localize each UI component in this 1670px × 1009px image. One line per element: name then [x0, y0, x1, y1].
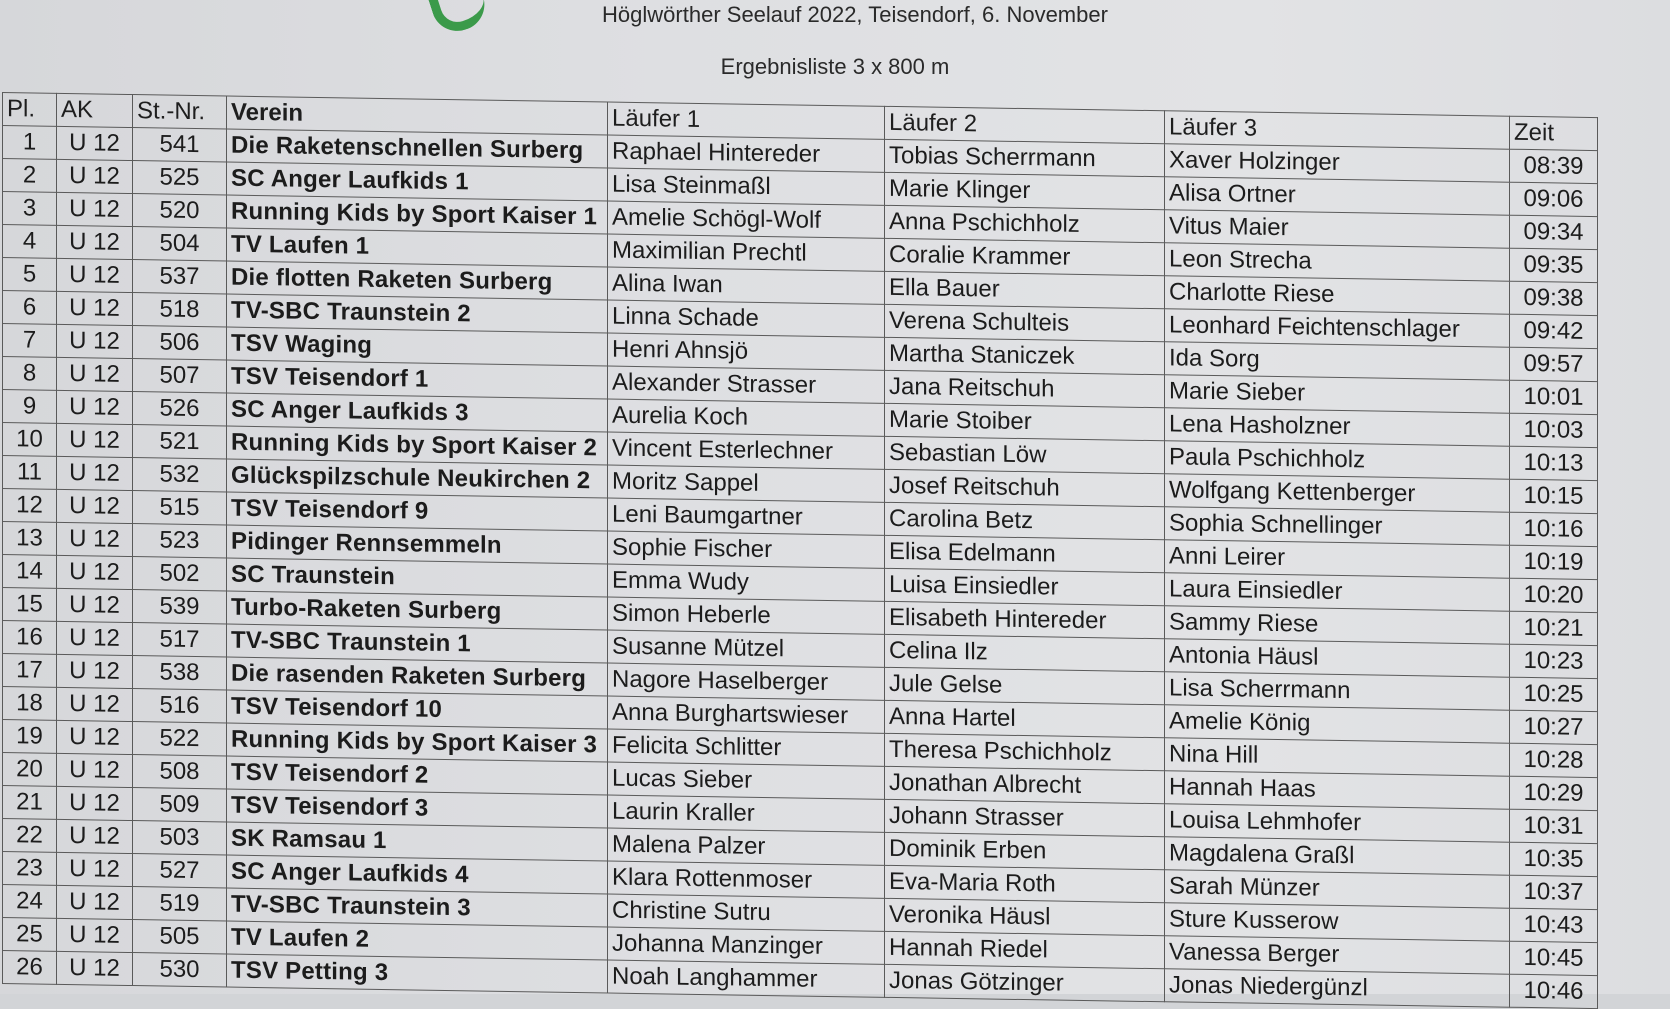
cell-time: 09:57 [1510, 347, 1598, 381]
cell-runner-3: Laura Einsiedler [1165, 573, 1510, 611]
cell-club: Running Kids by Sport Kaiser 2 [227, 426, 608, 465]
cell-age-class: U 12 [57, 423, 133, 457]
cell-start-number: 507 [133, 359, 227, 393]
cell-club: Running Kids by Sport Kaiser 1 [227, 195, 608, 234]
cell-start-number: 516 [133, 689, 227, 723]
cell-place: 11 [3, 456, 57, 490]
cell-runner-3: Sture Kusserow [1165, 903, 1510, 941]
cell-age-class: U 12 [57, 324, 133, 358]
column-header-runner-3: Läufer 3 [1165, 111, 1510, 149]
cell-place: 20 [3, 753, 57, 787]
cell-age-class: U 12 [57, 687, 133, 721]
cell-start-number: 517 [133, 623, 227, 657]
cell-place: 16 [3, 621, 57, 655]
cell-runner-2: Sebastian Löw [885, 436, 1165, 473]
cell-runner-2: Dominik Erben [885, 832, 1165, 869]
cell-runner-1: Susanne Mützel [608, 630, 885, 667]
cell-runner-1: Johanna Manzinger [608, 927, 885, 964]
cell-runner-3: Amelie König [1165, 705, 1510, 743]
cell-runner-2: Jonas Götzinger [885, 964, 1165, 1001]
cell-start-number: 530 [133, 953, 227, 987]
cell-time: 10:15 [1510, 479, 1598, 513]
cell-place: 18 [3, 687, 57, 721]
cell-runner-3: Wolfgang Kettenberger [1165, 474, 1510, 512]
cell-place: 24 [3, 885, 57, 919]
cell-start-number: 515 [133, 491, 227, 525]
cell-start-number: 506 [133, 326, 227, 360]
cell-runner-1: Christine Sutru [608, 894, 885, 931]
cell-runner-1: Moritz Sappel [608, 465, 885, 502]
cell-runner-1: Amelie Schögl-Wolf [608, 201, 885, 238]
results-subtitle: Ergebnisliste 3 x 800 m [720, 54, 950, 79]
cell-time: 09:38 [1510, 281, 1598, 315]
cell-place: 22 [3, 819, 57, 853]
cell-runner-2: Anna Hartel [885, 700, 1165, 737]
cell-runner-3: Xaver Holzinger [1165, 144, 1510, 182]
cell-runner-2: Hannah Riedel [885, 931, 1165, 968]
cell-runner-1: Alexander Strasser [608, 366, 885, 403]
cell-runner-1: Simon Heberle [608, 597, 885, 634]
cell-age-class: U 12 [57, 621, 133, 655]
cell-runner-3: Magdalena Graßl [1165, 837, 1510, 875]
cell-club: Glückspilzschule Neukirchen 2 [227, 459, 608, 498]
cell-runner-2: Anna Pschichholz [885, 205, 1165, 242]
cell-club: Die flotten Raketen Surberg [227, 261, 608, 300]
cell-place: 15 [3, 588, 57, 622]
cell-runner-2: Elisabeth Hintereder [885, 601, 1165, 638]
results-table-wrap [2, 92, 1597, 1009]
cell-start-number: 518 [133, 293, 227, 327]
results-table [2, 92, 1598, 1009]
cell-start-number: 503 [133, 821, 227, 855]
cell-age-class: U 12 [57, 390, 133, 424]
cell-club: TSV Teisendorf 3 [227, 789, 608, 828]
cell-runner-1: Aurelia Koch [608, 399, 885, 436]
cell-runner-1: Anna Burghartswieser [608, 696, 885, 733]
cell-start-number: 522 [133, 722, 227, 756]
cell-runner-3: Sarah Münzer [1165, 870, 1510, 908]
cell-age-class: U 12 [57, 918, 133, 952]
cell-time: 10:28 [1510, 743, 1598, 777]
cell-runner-2: Josef Reitschuh [885, 469, 1165, 506]
cell-runner-1: Felicita Schlitter [608, 729, 885, 766]
cell-time: 10:31 [1510, 809, 1598, 843]
cell-time: 10:03 [1510, 413, 1598, 447]
cell-place: 23 [3, 852, 57, 886]
cell-place: 12 [3, 489, 57, 523]
cell-age-class: U 12 [57, 819, 133, 853]
cell-time: 10:20 [1510, 578, 1598, 612]
cell-runner-2: Celina Ilz [885, 634, 1165, 671]
cell-age-class: U 12 [57, 951, 133, 985]
cell-runner-3: Hannah Haas [1165, 771, 1510, 809]
cell-time: 10:19 [1510, 545, 1598, 579]
cell-runner-2: Martha Staniczek [885, 337, 1165, 374]
cell-club: TSV Teisendorf 10 [227, 690, 608, 729]
cell-runner-3: Sammy Riese [1165, 606, 1510, 644]
cell-age-class: U 12 [57, 456, 133, 490]
cell-place: 17 [3, 654, 57, 688]
cell-time: 08:39 [1510, 149, 1598, 183]
cell-age-class: U 12 [57, 720, 133, 754]
cell-runner-3: Sophia Schnellinger [1165, 507, 1510, 545]
cell-start-number: 521 [133, 425, 227, 459]
cell-runner-3: Charlotte Riese [1165, 276, 1510, 314]
cell-age-class: U 12 [57, 192, 133, 226]
cell-age-class: U 12 [57, 885, 133, 919]
cell-runner-2: Coralie Krammer [885, 238, 1165, 275]
cell-start-number: 504 [133, 227, 227, 261]
cell-runner-2: Marie Stoiber [885, 403, 1165, 440]
cell-time: 09:34 [1510, 215, 1598, 249]
cell-runner-2: Theresa Pschichholz [885, 733, 1165, 770]
cell-club: TSV Waging [227, 327, 608, 366]
cell-runner-1: Nagore Haselberger [608, 663, 885, 700]
cell-start-number: 527 [133, 854, 227, 888]
cell-runner-1: Noah Langhammer [608, 960, 885, 997]
cell-club: TV-SBC Traunstein 2 [227, 294, 608, 333]
column-header-club: Verein [227, 96, 608, 135]
cell-club: TSV Teisendorf 1 [227, 360, 608, 399]
cell-club: TSV Teisendorf 2 [227, 756, 608, 795]
cell-club: SK Ramsau 1 [227, 822, 608, 861]
cell-time: 10:25 [1510, 677, 1598, 711]
cell-runner-2: Luisa Einsiedler [885, 568, 1165, 605]
cell-runner-2: Elisa Edelmann [885, 535, 1165, 572]
cell-age-class: U 12 [57, 357, 133, 391]
cell-runner-2: Marie Klinger [885, 172, 1165, 209]
cell-runner-1: Malena Palzer [608, 828, 885, 865]
cell-time: 09:42 [1510, 314, 1598, 348]
cell-runner-1: Alina Iwan [608, 267, 885, 304]
cell-start-number: 519 [133, 887, 227, 921]
cell-runner-1: Leni Baumgartner [608, 498, 885, 535]
cell-start-number: 532 [133, 458, 227, 492]
cell-place: 19 [3, 720, 57, 754]
cell-time: 10:13 [1510, 446, 1598, 480]
cell-runner-3: Leon Strecha [1165, 243, 1510, 281]
cell-age-class: U 12 [57, 786, 133, 820]
cell-club: TV Laufen 1 [227, 228, 608, 267]
cell-time: 10:23 [1510, 644, 1598, 678]
column-header-runner-2: Läufer 2 [885, 106, 1165, 143]
cell-time: 10:21 [1510, 611, 1598, 645]
cell-runner-2: Eva-Maria Roth [885, 865, 1165, 902]
cell-runner-1: Emma Wudy [608, 564, 885, 601]
cell-runner-3: Vanessa Berger [1165, 936, 1510, 974]
cell-age-class: U 12 [57, 489, 133, 523]
cell-time: 10:43 [1510, 908, 1598, 942]
cell-time: 09:06 [1510, 182, 1598, 216]
cell-time: 10:37 [1510, 875, 1598, 909]
cell-place: 13 [3, 522, 57, 556]
cell-start-number: 509 [133, 788, 227, 822]
cell-place: 10 [3, 423, 57, 457]
cell-age-class: U 12 [57, 159, 133, 193]
cell-age-class: U 12 [57, 258, 133, 292]
cell-start-number: 539 [133, 590, 227, 624]
column-header-place: Pl. [3, 93, 57, 127]
cell-time: 09:35 [1510, 248, 1598, 282]
cell-start-number: 505 [133, 920, 227, 954]
cell-age-class: U 12 [57, 225, 133, 259]
cell-runner-3: Jonas Niedergünzl [1165, 969, 1510, 1007]
event-title: Höglwörther Seelauf 2022, Teisendorf, 6. November [602, 2, 1108, 27]
cell-start-number: 541 [133, 128, 227, 162]
cell-runner-1: Linna Schade [608, 300, 885, 337]
cell-time: 10:16 [1510, 512, 1598, 546]
cell-runner-2: Ella Bauer [885, 271, 1165, 308]
cell-start-number: 526 [133, 392, 227, 426]
cell-time: 10:35 [1510, 842, 1598, 876]
cell-place: 6 [3, 291, 57, 325]
cell-runner-1: Lisa Steinmaßl [608, 168, 885, 205]
cell-club: TSV Petting 3 [227, 954, 608, 993]
cell-age-class: U 12 [57, 555, 133, 589]
cell-club: SC Anger Laufkids 3 [227, 393, 608, 432]
cell-time: 10:27 [1510, 710, 1598, 744]
cell-runner-3: Marie Sieber [1165, 375, 1510, 413]
cell-runner-1: Lucas Sieber [608, 762, 885, 799]
cell-start-number: 508 [133, 755, 227, 789]
cell-time: 10:01 [1510, 380, 1598, 414]
cell-time: 10:29 [1510, 776, 1598, 810]
cell-club: Die rasenden Raketen Surberg [227, 657, 608, 696]
cell-club: TV-SBC Traunstein 3 [227, 888, 608, 927]
cell-place: 25 [3, 918, 57, 952]
cell-runner-2: Jana Reitschuh [885, 370, 1165, 407]
cell-time: 10:45 [1510, 941, 1598, 975]
cell-runner-2: Veronika Häusl [885, 898, 1165, 935]
cell-place: 21 [3, 786, 57, 820]
cell-place: 3 [3, 192, 57, 226]
cell-club: TV-SBC Traunstein 1 [227, 624, 608, 663]
cell-place: 1 [3, 126, 57, 160]
cell-runner-3: Alisa Ortner [1165, 177, 1510, 215]
cell-time: 10:46 [1510, 974, 1598, 1008]
cell-place: 14 [3, 555, 57, 589]
cell-age-class: U 12 [57, 291, 133, 325]
cell-age-class: U 12 [57, 126, 133, 160]
cell-runner-3: Paula Pschichholz [1165, 441, 1510, 479]
column-header-start-number: St.-Nr. [133, 95, 227, 129]
cell-runner-2: Jule Gelse [885, 667, 1165, 704]
cell-runner-3: Leonhard Feichtenschlager [1165, 309, 1510, 347]
cell-runner-3: Nina Hill [1165, 738, 1510, 776]
cell-runner-3: Louisa Lehmhofer [1165, 804, 1510, 842]
cell-place: 4 [3, 225, 57, 259]
cell-place: 8 [3, 357, 57, 391]
cell-runner-3: Antonia Häusl [1165, 639, 1510, 677]
cell-start-number: 538 [133, 656, 227, 690]
cell-club: SC Anger Laufkids 1 [227, 162, 608, 201]
cell-start-number: 520 [133, 194, 227, 228]
cell-runner-2: Johann Strasser [885, 799, 1165, 836]
cell-runner-1: Klara Rottenmoser [608, 861, 885, 898]
cell-start-number: 525 [133, 161, 227, 195]
cell-runner-3: Lisa Scherrmann [1165, 672, 1510, 710]
cell-age-class: U 12 [57, 522, 133, 556]
cell-place: 26 [3, 951, 57, 985]
cell-club: SC Traunstein [227, 558, 608, 597]
column-header-time: Zeit [1510, 116, 1598, 150]
cell-start-number: 523 [133, 524, 227, 558]
cell-runner-1: Maximilian Prechtl [608, 234, 885, 271]
cell-runner-1: Vincent Esterlechner [608, 432, 885, 469]
cell-start-number: 502 [133, 557, 227, 591]
cell-place: 7 [3, 324, 57, 358]
cell-runner-1: Henri Ahnsjö [608, 333, 885, 370]
cell-runner-2: Carolina Betz [885, 502, 1165, 539]
cell-place: 9 [3, 390, 57, 424]
cell-club: Pidinger Rennsemmeln [227, 525, 608, 564]
cell-runner-3: Vitus Maier [1165, 210, 1510, 248]
cell-place: 5 [3, 258, 57, 292]
cell-age-class: U 12 [57, 588, 133, 622]
cell-runner-2: Jonathan Albrecht [885, 766, 1165, 803]
cell-runner-2: Verena Schulteis [885, 304, 1165, 341]
cell-club: Turbo-Raketen Surberg [227, 591, 608, 630]
cell-club: SC Anger Laufkids 4 [227, 855, 608, 894]
cell-runner-1: Sophie Fischer [608, 531, 885, 568]
column-header-age-class: AK [57, 93, 133, 127]
cell-age-class: U 12 [57, 654, 133, 688]
cell-age-class: U 12 [57, 852, 133, 886]
cell-runner-3: Lena Hasholzner [1165, 408, 1510, 446]
cell-club: Running Kids by Sport Kaiser 3 [227, 723, 608, 762]
cell-club: Die Raketenschnellen Surberg [227, 129, 608, 168]
column-header-runner-1: Läufer 1 [608, 102, 885, 139]
cell-start-number: 537 [133, 260, 227, 294]
cell-runner-2: Tobias Scherrmann [885, 139, 1165, 176]
cell-age-class: U 12 [57, 753, 133, 787]
cell-runner-1: Laurin Kraller [608, 795, 885, 832]
cell-runner-3: Ida Sorg [1165, 342, 1510, 380]
cell-club: TSV Teisendorf 9 [227, 492, 608, 531]
cell-club: TV Laufen 2 [227, 921, 608, 960]
cell-runner-3: Anni Leirer [1165, 540, 1510, 578]
cell-place: 2 [3, 159, 57, 193]
cell-runner-1: Raphael Hintereder [608, 135, 885, 172]
results-body [3, 126, 1598, 1009]
